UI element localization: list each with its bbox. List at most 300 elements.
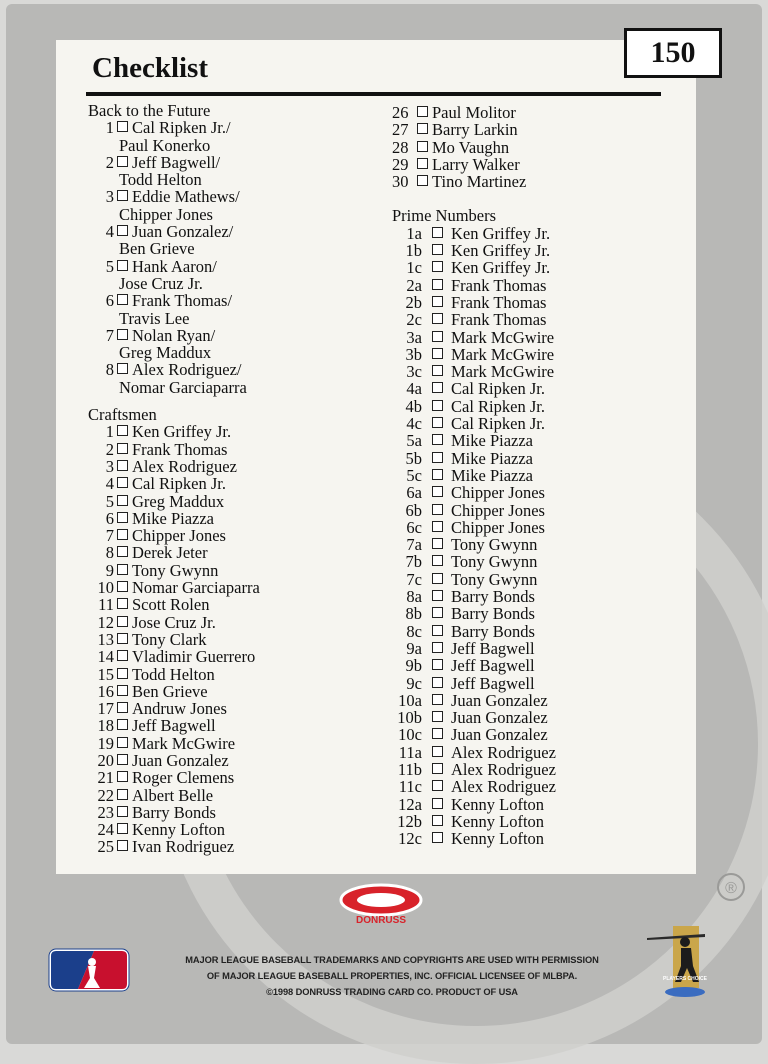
player-name: Mo Vaughn [432,137,510,157]
list-item [88,821,260,838]
player-name: Ivan Rodriguez [132,837,235,857]
player-name: Ken Griffey Jr. [451,241,551,261]
legal-line-3: ©1998 DONRUSS TRADING CARD CO. PRODUCT OF USA [266,987,518,997]
checkbox[interactable] [432,244,443,255]
list-item [88,292,260,309]
list-item [88,258,260,275]
page-title: Checklist [92,52,208,84]
checkbox[interactable] [117,425,128,436]
item-number: 8b [405,604,422,624]
item-number: 14 [97,647,114,667]
player-name: Tony Gwynn [132,560,219,580]
item-number: 25 [97,837,114,857]
list-item [392,519,556,536]
player-name: Ben Grieve [132,681,208,701]
item-number: 12c [398,829,422,849]
list-item [392,450,556,467]
item-number: 11a [398,742,422,762]
item-number: 1 [105,422,114,442]
checkbox[interactable] [432,798,443,809]
checkbox[interactable] [117,121,128,132]
checkbox[interactable] [117,633,128,644]
item-number: 22 [97,785,114,805]
list-item [392,623,556,640]
checkbox[interactable] [417,106,428,117]
item-number: 11b [397,759,422,779]
list-item [392,571,556,588]
list-item [392,657,556,674]
player-name: Cal Ripken Jr. [451,414,545,434]
checkbox[interactable] [432,279,443,290]
player-name: Mike Piazza [451,448,534,468]
checkbox[interactable] [117,512,128,523]
player-name: Chipper Jones [451,500,545,520]
checkbox[interactable] [432,261,443,272]
list-item [392,502,556,519]
item-number: 3 [105,456,114,476]
item-number: 8a [406,587,422,607]
list-item [88,510,260,527]
player-name: Travis Lee [119,308,190,328]
player-name: Mark McGwire [451,362,555,382]
list-item [392,796,556,813]
checkbox[interactable] [117,460,128,471]
item-number: 2 [105,152,114,172]
player-name: Larry Walker [432,154,520,174]
list-item [392,778,556,795]
item-number: 18 [97,716,114,736]
player-name: Jeff Bagwell [132,716,216,736]
player-name: Alex Rodriguez [451,759,556,779]
checkbox[interactable] [432,746,443,757]
item-number: 11 [98,595,114,615]
player-name: Tino Martinez [432,172,527,192]
player-name: Jeff Bagwell [451,656,535,676]
player-name: Cal Ripken Jr. [451,396,545,416]
checkbox[interactable] [117,840,128,851]
checkbox[interactable] [117,564,128,575]
player-name: Nomar Garciaparra [119,377,247,397]
player-name: Nomar Garciaparra [132,578,260,598]
player-name: Tony Gwynn [451,535,538,555]
checkbox[interactable] [432,711,443,722]
player-name: Kenny Lofton [451,829,545,849]
checkbox[interactable] [117,225,128,236]
item-number: 2 [105,439,114,459]
player-name: Frank Thomas [451,310,547,330]
item-number: 15 [97,664,114,684]
checkbox[interactable] [117,363,128,374]
section-heading-craftsmen: Craftsmen [88,405,157,425]
player-name: Ben Grieve [119,239,195,259]
list-item [88,735,260,752]
item-number: 3b [405,344,422,364]
player-name: Chipper Jones [451,517,545,537]
item-number: 12 [97,612,114,632]
checkbox[interactable] [432,348,443,359]
list-item [392,398,556,415]
checkbox[interactable] [432,780,443,791]
player-name: Mark McGwire [451,327,555,347]
list-item [88,361,260,378]
list-item [392,830,556,847]
player-name: Todd Helton [119,170,202,190]
item-number: 9b [405,656,422,676]
list-item [88,527,260,544]
craftsmen-list-continued [392,104,556,190]
player-name: Alex Rodriguez [451,742,556,762]
item-number: 7b [405,552,422,572]
checkbox[interactable] [432,832,443,843]
list-item [392,744,556,761]
item-number: 4a [406,379,422,399]
player-name: Greg Maddux [119,343,212,363]
list-item [392,432,556,449]
list-item [88,717,260,734]
checkbox[interactable] [117,495,128,506]
player-name: Juan Gonzalez [132,750,229,770]
svg-text:®: ® [725,880,737,897]
list-item [392,346,556,363]
checkbox[interactable] [432,659,443,670]
player-name: Greg Maddux [132,491,225,511]
item-number: 2c [406,310,422,330]
title-rule [86,92,661,96]
player-name: Juan Gonzalez [451,690,548,710]
svg-text:DONRUSS: DONRUSS [355,915,407,926]
list-item [88,752,260,769]
checkbox[interactable] [117,260,128,271]
player-name: Cal Ripken Jr. [451,379,545,399]
player-name: Jeff Bagwell [451,673,535,693]
checkbox[interactable] [117,443,128,454]
item-number: 7c [406,569,422,589]
checkbox[interactable] [117,650,128,661]
checkbox[interactable] [117,329,128,340]
checkbox[interactable] [117,598,128,609]
player-name: Ken Griffey Jr. [132,422,232,442]
list-item [392,311,556,328]
item-number: 2b [405,292,422,312]
checkbox[interactable] [117,294,128,305]
item-number: 19 [97,733,114,753]
list-item [392,467,556,484]
item-number: 7a [406,535,422,555]
player-name: Chipper Jones [119,204,213,224]
list-item [392,709,556,726]
list-item [392,259,556,276]
player-name: Alex Rodriguez [132,456,237,476]
checkbox[interactable] [432,382,443,393]
player-name: Alex Rodriguez/ [132,360,242,380]
player-name: Alex Rodriguez [451,777,556,797]
checklist-left-column [88,102,260,856]
item-number: 9 [105,560,114,580]
item-number: 10c [398,725,422,745]
item-number: 29 [392,154,409,174]
list-item [392,173,556,190]
back-to-the-future-list [88,119,260,396]
checkbox[interactable] [432,728,443,739]
checkbox[interactable] [432,625,443,636]
checkbox[interactable] [432,815,443,826]
item-number: 5b [405,448,422,468]
list-item [392,813,556,830]
player-name: Kenny Lofton [451,794,545,814]
item-number: 20 [97,750,114,770]
player-name: Frank Thomas [451,275,547,295]
item-number: 4 [105,474,114,494]
player-name: Scott Rolen [132,595,210,615]
player-name: Andruw Jones [132,699,227,719]
player-name: Mike Piazza [132,508,215,528]
checkbox[interactable] [432,434,443,445]
item-number: 11c [398,777,422,797]
player-name: Tony Clark [132,629,207,649]
list-item [88,787,260,804]
player-name: Paul Konerko [119,135,211,155]
item-number: 27 [392,120,409,140]
checkbox[interactable] [117,789,128,800]
list-item [392,484,556,501]
list-item [88,119,260,136]
checkbox[interactable] [417,158,428,169]
item-number: 10b [397,708,422,728]
checkbox[interactable] [432,677,443,688]
checkbox[interactable] [432,452,443,463]
checkbox[interactable] [117,477,128,488]
players-choice-logo [645,920,717,1000]
checkbox[interactable] [417,141,428,152]
player-name: Eddie Mathews/ [132,187,240,207]
item-number: 6 [105,291,114,311]
list-item [392,640,556,657]
item-number: 4b [405,396,422,416]
item-number: 23 [97,802,114,822]
item-number: 8c [406,621,422,641]
checkbox[interactable] [117,616,128,627]
item-number: 4 [105,222,114,242]
checkbox[interactable] [417,175,428,186]
player-name: Mike Piazza [451,431,534,451]
list-item [88,154,260,171]
item-number: 6 [105,508,114,528]
player-name: Juan Gonzalez/ [132,222,234,242]
item-number: 5a [406,431,422,451]
player-name: Frank Thomas [132,439,228,459]
list-item [88,614,260,631]
item-number: 6c [406,517,422,537]
checkbox[interactable] [117,529,128,540]
checkbox[interactable] [117,823,128,834]
list-item [392,121,556,138]
list-item [392,588,556,605]
checkbox[interactable] [417,123,428,134]
craftsmen-list [88,423,260,855]
item-number: 3c [406,362,422,382]
checkbox[interactable] [432,763,443,774]
player-name: Mike Piazza [451,465,534,485]
list-item [88,804,260,821]
checkbox[interactable] [117,806,128,817]
legal-line-1: MAJOR LEAGUE BASEBALL TRADEMARKS AND COPYRIGHTS ARE USED WITH PERMISSION [185,955,599,965]
player-name: Barry Bonds [451,587,535,607]
list-item [392,329,556,346]
checkbox[interactable] [117,685,128,696]
list-item [392,139,556,156]
item-number: 1c [406,258,422,278]
list-item [88,648,260,665]
item-number: 7 [105,325,114,345]
checkbox[interactable] [432,331,443,342]
list-item [88,327,260,344]
checkbox[interactable] [117,546,128,557]
list-item [88,423,260,440]
player-name: Juan Gonzalez [451,708,548,728]
item-number: 1a [406,223,422,243]
legal-footer [172,952,612,1000]
checkbox[interactable] [432,469,443,480]
item-number: 6a [406,483,422,503]
checkbox[interactable] [432,538,443,549]
player-name: Frank Thomas [451,292,547,312]
checkbox[interactable] [117,581,128,592]
donruss-logo [338,882,424,926]
list-item [392,761,556,778]
list-item [88,493,260,510]
player-name: Tony Gwynn [451,552,538,572]
checkbox[interactable] [117,754,128,765]
list-item [88,188,260,205]
section-heading-back-to-the-future: Back to the Future [88,101,211,120]
item-number: 21 [97,768,114,788]
checklist-right-column [392,104,556,847]
item-number: 5c [406,465,422,485]
player-name: Ken Griffey Jr. [451,223,551,243]
list-item [392,363,556,380]
checkbox[interactable] [117,771,128,782]
item-number: 9a [406,638,422,658]
player-name: Barry Bonds [451,621,535,641]
checkbox[interactable] [432,313,443,324]
list-item [392,692,556,709]
checkbox[interactable] [432,573,443,584]
list-item [392,104,556,121]
player-name: Jose Cruz Jr. [132,612,216,632]
checkbox[interactable] [432,417,443,428]
checkbox[interactable] [117,702,128,713]
item-number: 10 [97,578,114,598]
item-number: 3a [406,327,422,347]
legal-line-2: OF MAJOR LEAGUE BASEBALL PROPERTIES, INC. OFFICIAL LICENSEE OF MLBPA. [206,971,578,981]
player-name: Ken Griffey Jr. [451,258,551,278]
list-item [392,536,556,553]
item-number: 9c [406,673,422,693]
list-item [392,726,556,743]
player-name: Mark McGwire [451,344,555,364]
checkbox[interactable] [432,227,443,238]
player-name: Chipper Jones [132,526,226,546]
item-number: 10a [398,690,422,710]
list-item [88,596,260,613]
item-number: 5 [105,256,114,276]
checkbox[interactable] [117,156,128,167]
checkbox[interactable] [432,486,443,497]
card-number: 150 [624,28,722,78]
checkbox[interactable] [432,607,443,618]
mlb-logo [48,948,130,992]
item-number: 6b [405,500,422,520]
player-name: Frank Thomas/ [132,291,233,311]
item-number: 1 [105,118,114,138]
player-name: Paul Molitor [432,103,516,122]
list-item [392,553,556,570]
list-item [88,562,260,579]
checkbox[interactable] [117,668,128,679]
checkbox[interactable] [432,400,443,411]
item-number: 26 [392,103,409,122]
list-item [392,277,556,294]
checkbox[interactable] [432,590,443,601]
list-item [88,769,260,786]
prime-numbers-list [392,225,556,848]
checkbox[interactable] [432,642,443,653]
item-number: 12b [397,811,422,831]
checkbox[interactable] [432,555,443,566]
player-name: Chipper Jones [451,483,545,503]
list-item [88,700,260,717]
checkbox[interactable] [432,504,443,515]
item-number: 16 [97,681,114,701]
item-number: 28 [392,137,409,157]
checkbox[interactable] [117,719,128,730]
item-number: 4c [406,414,422,434]
player-name: Hank Aaron/ [132,256,217,276]
item-number: 1b [405,241,422,261]
checkbox[interactable] [432,365,443,376]
checkbox[interactable] [117,190,128,201]
item-number: 7 [105,526,114,546]
player-name: Barry Bonds [132,802,216,822]
player-name: Kenny Lofton [132,820,226,840]
item-number: 12a [398,794,422,814]
checkbox[interactable] [117,737,128,748]
player-name: Tony Gwynn [451,569,538,589]
list-item [392,242,556,259]
list-item [88,579,260,596]
list-item [392,225,556,242]
player-name: Derek Jeter [132,543,208,563]
player-name: Albert Belle [132,785,214,805]
list-item [88,544,260,561]
list-item [392,294,556,311]
list-item [392,380,556,397]
checkbox[interactable] [432,694,443,705]
player-name: Cal Ripken Jr./ [132,118,231,138]
player-name: Todd Helton [132,664,215,684]
checkbox[interactable] [432,521,443,532]
checkbox[interactable] [432,296,443,307]
player-name: Jose Cruz Jr. [119,273,203,293]
list-item [88,458,260,475]
list-item [88,666,260,683]
section-heading-prime-numbers: Prime Numbers [392,206,497,226]
player-name: Mark McGwire [132,733,236,753]
item-number: 30 [392,172,409,192]
item-number: 3 [105,187,114,207]
list-item [392,156,556,173]
list-item [88,223,260,240]
